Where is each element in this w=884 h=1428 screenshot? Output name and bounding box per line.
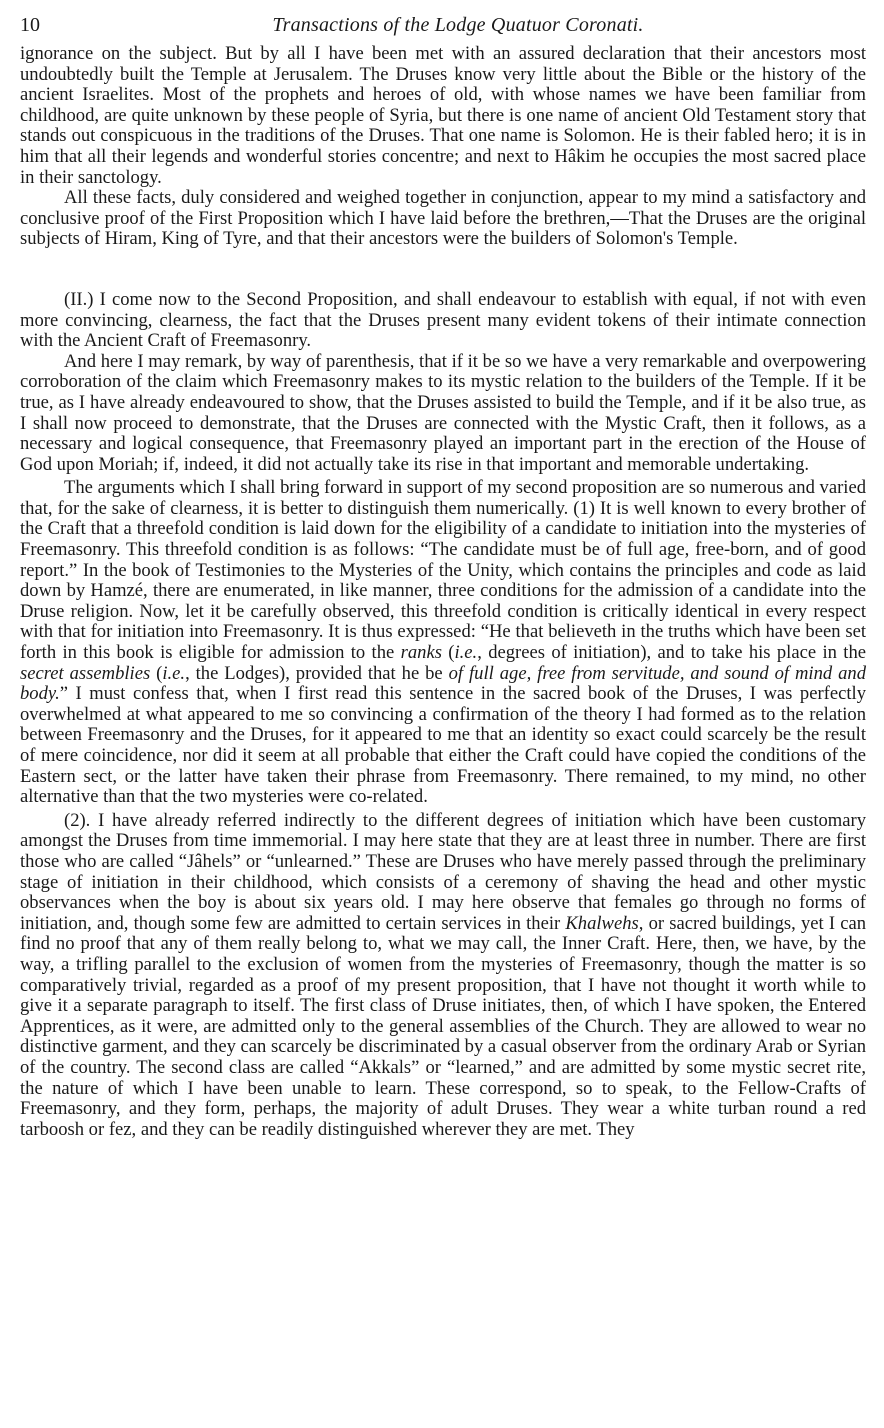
paragraph-argument-two bbox=[20, 811, 866, 1141]
abbr-ie-1: i.e. bbox=[454, 642, 478, 664]
paragraph-continuation: ignorance on the subject. But by all I have been met with an assured declaration that their ancestors most undoubtedly built the Temple at Jerusalem. The Druses know very little about the Bible or the history of the ancient Israelites. Most of the prophets and heroes of old, with whose names we have been familiar from childhood, are quite unknown by these people of Syria, but there is one name of ancient Old Testament story that stands out conspicuous in the traditions of the Druses. That one name is Solomon. He is their fabled hero; it is in him that all their legends and wonderful stories concentre; and next to Hâkim he occupies the most sacred place in their sanctology. bbox=[20, 43, 866, 188]
argument-one-text-c: , degrees of initiation), and to take his place in the bbox=[477, 642, 866, 664]
argument-one-text-e: , the Lodges), provided that he be bbox=[185, 662, 449, 684]
paragraph-argument-one bbox=[20, 478, 866, 808]
page-number: 10 bbox=[20, 14, 40, 36]
term-khalwehs: Khalwehs bbox=[565, 912, 639, 934]
argument-one-text-d: ( bbox=[150, 662, 163, 684]
argument-one-text-b: ( bbox=[441, 642, 455, 664]
term-secret-assemblies: secret assemblies bbox=[20, 662, 151, 684]
argument-two-text-a: (2). I have already referred indirectly to the different degrees of initiation which have been customary amongst the Druses from time immemorial. I may here state that they are at least three in number. There are first those who are called “Jâhels” or “unlearned.” These are Druses who have merely passed through the preliminary stage of initiation in their childhood, which consists of a ceremony of shaving the head and other mystic observances when the boy is about six years old. I may here observe that females go through no forms of initiation, and, though some few are admitted to certain services in their bbox=[20, 809, 866, 934]
paragraph-first-proposition-conclusion: All these facts, duly considered and weighed together in conjunction, appear to my mind a satisfactory and conclusive proof of the First Proposition which I have laid before the brethren,—That the Druses are the original subjects of Hiram, King of Tyre, and that their ancestors were the builders of Solomon's Temple. bbox=[20, 187, 866, 250]
quote-full-age: of full age, free from servitude, and sound of mind and body. bbox=[20, 662, 866, 705]
term-ranks: ranks bbox=[400, 642, 442, 664]
paragraph-second-proposition: (II.) I come now to the Second Proposition, and shall endeavour to establish with equal, if not with even more convincing, clearness, the fact that the Druses present many evident tokens of their intimate connection with the Ancient Craft of Freemasonry. bbox=[20, 288, 866, 352]
page-header bbox=[20, 14, 866, 44]
argument-two-text-b: , or sacred buildings, yet I can find no proof that any of them really belong to, what we may call, the Inner Craft. Here, then, we have, by the way, a trifling parallel to the exclusion of women from the mysteries of Freemasonry, though the matter is so comparatively trivial, regarded as a proof of my present proposition, that I have not thought it worth while to give it a separate paragraph to itself. The first class of Druse initiates, then, of which I have spoken, the Entered Apprentices, as it were, are admitted only to the general assemblies of the Church. They are allowed to wear no distinctive garment, and they can scarcely be discriminated by a casual observer from the ordinary Arab or Syrian of the country. The second class are called “Akkals” or “learned,” and are admitted by some mystic secret rite, the nature of which I have been unable to learn. These correspond, so to speak, to the Fellow-Crafts of Freemasonry, and they form, perhaps, the majority of adult Druses. They wear a white turban round a red tarboosh or fez, and they can be readily distinguished wherever they are met. They bbox=[20, 912, 866, 1140]
argument-one-text-a: The arguments which I shall bring forward in support of my second proposition are so numerous and varied that, for the sake of clearness, it is better to distinguish them numerically. (1) It is well known to every brother of the Craft that a threefold condition is laid down for the eligibility of a candidate to initiation into the mysteries of Freemasonry. This threefold condition is as follows: “The candidate must be of full age, free-born, and of good report.” In the book of Testimonies to the Mysteries of the Unity, which contains the principles and code as laid down by Hamzé, there are enumerated, in like manner, three conditions for the admission of a candidate into the Druse religion. Now, let it be carefully observed, this threefold condition is critically identical in every respect with that for initiation into Freemasonry. It is thus expressed: “He that believeth in the truths which have been set forth in this book is eligible for admission to the bbox=[20, 477, 866, 664]
paragraph-parenthesis: And here I may remark, by way of parenthesis, that if it be so we have a very remarkable and overpowering corroboration of the claim which Freemasonry makes to its mystic relation to the builders of the Temple. If it be true, as I have already endeavoured to show, that the Druses assisted to build the Temple, and if it be also true, as I shall now proceed to demonstrate, that the Druses are connected with the Mystic Craft, then it follows, as a necessary and logical consequence, that Freemasonry played an important part in the erection of the House of God upon Moriah; if, indeed, it did not actually take its rise in that important and memorable undertaking. bbox=[20, 350, 866, 475]
body-text bbox=[20, 44, 866, 1140]
running-title: Transactions of the Lodge Quatuor Coronati. bbox=[272, 14, 644, 36]
abbr-ie-2: i.e. bbox=[162, 662, 186, 684]
argument-one-text-f: ” I must confess that, when I first read this sentence in the sacred book of the Druses, I was perfectly overwhelmed at what appeared to me so convincing a confirmation of the theory I had formed as to the relation between Freemasonry and the Druses, for it appeared to me that an identity so exact could scarcely be the result of mere coincidence, nor did it seem at all probable that either the Craft could have copied the conditions of the Eastern sect, or the latter have taken their phrase from Freemasonry. There remained, to my mind, no other alternative than that the two mysteries were co-related. bbox=[20, 683, 866, 808]
